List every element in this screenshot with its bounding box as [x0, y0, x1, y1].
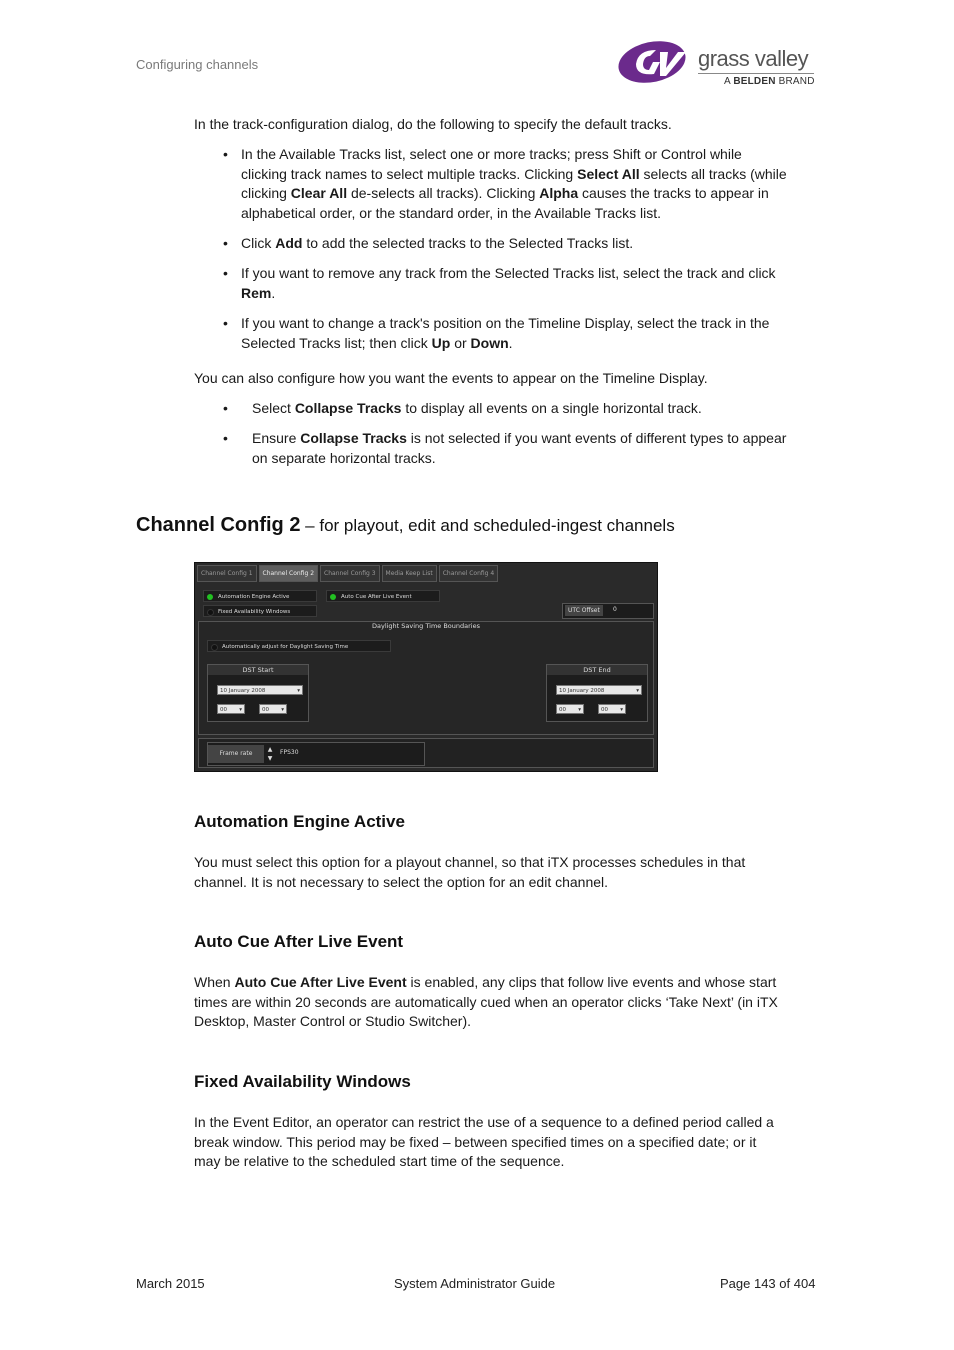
dst-start-title: DST Start [208, 665, 308, 675]
grass-valley-logo [616, 36, 816, 92]
frame-rate-value: FPS30 [280, 749, 299, 756]
subheading-fixed-availability-windows: Fixed Availability Windows [194, 1072, 411, 1091]
led-indicator [330, 594, 336, 600]
frame-rate-label: Frame rate [208, 745, 264, 763]
footer-title: System Administrator Guide [394, 1276, 556, 1291]
footer-date: March 2015 [136, 1276, 205, 1291]
bullet-dot: • [223, 146, 228, 162]
auto-cue-after-live-event-toggle[interactable]: Auto Cue After Live Event [326, 590, 440, 602]
list-item: • In the Available Tracks list, select one or more tracks; press Shift or Control while clicking track names to select multiple tracks. Clicking Select All selects all tracks (while clicking Clear All de-selects all tracks). Clicking Alpha causes the tracks to appear in alphabetical order, or the standard order, in the Available Tracks list. [223, 146, 787, 222]
tab-media-keep-list[interactable]: Media Keep List [382, 565, 437, 582]
list-item: • Select Collapse Tracks to display all events on a single horizontal track. [252, 399, 702, 419]
bullet-dot: • [223, 265, 228, 281]
bullet-dot: • [223, 315, 228, 331]
bullet-dot: • [223, 400, 228, 416]
channel-config-screenshot [194, 562, 658, 772]
intro-paragraph: In the track-configuration dialog, do the following to specify the default tracks. [194, 116, 672, 132]
tab-channel-config-2[interactable]: Channel Config 2 [259, 565, 319, 582]
logo-brand-line: A BELDEN BRAND [724, 76, 815, 87]
bullet-dot: • [223, 430, 228, 446]
running-header: Configuring channels [136, 57, 259, 72]
fixed-availability-windows-toggle[interactable]: Fixed Availability Windows [203, 605, 317, 617]
dst-end-date-picker[interactable]: 10 January 2008 ▾ [556, 685, 642, 695]
dst-end-minute-select[interactable]: 00 ▾ [598, 704, 626, 714]
chevron-down-icon: ▾ [281, 707, 284, 713]
dst-end-box [546, 664, 648, 722]
bullet-dot: • [223, 235, 228, 251]
logo-rule [698, 73, 814, 74]
frame-rate-field[interactable] [207, 742, 425, 766]
list-item: • Ensure Collapse Tracks is not selected if you want events of different types to appear on separate horizontal tracks. [223, 430, 787, 466]
grass-valley-swoosh-icon [616, 38, 696, 86]
led-indicator [207, 594, 213, 600]
subheading-auto-cue-after-live-event: Auto Cue After Live Event [194, 932, 404, 951]
config-tabs [197, 565, 500, 582]
chevron-down-icon: ▾ [620, 707, 623, 713]
chevron-down-icon: ▾ [636, 688, 639, 694]
tab-channel-config-1[interactable]: Channel Config 1 [197, 565, 257, 582]
dst-start-minute-select[interactable]: 00 ▾ [259, 704, 287, 714]
led-indicator [207, 609, 214, 616]
dst-end-hour-select[interactable]: 00 ▾ [556, 704, 584, 714]
tab-channel-config-3[interactable]: Channel Config 3 [320, 565, 380, 582]
paragraph: You can also configure how you want the events to appear on the Timeline Display. [194, 370, 708, 386]
list-item: • Click Add to add the selected tracks to the Selected Tracks list. [241, 234, 633, 254]
chevron-down-icon: ▾ [239, 707, 242, 713]
led-indicator [211, 644, 218, 651]
dst-title: Daylight Saving Time Boundaries [371, 622, 480, 630]
utc-offset-field[interactable] [562, 603, 654, 619]
dst-start-hour-select[interactable]: 00 ▾ [217, 704, 245, 714]
section-heading: Channel Config 2 – for playout, edit and scheduled-ingest channels [136, 514, 675, 536]
dst-start-date-picker[interactable]: 10 January 2008 ▾ [217, 685, 303, 695]
subheading-automation-engine-active: Automation Engine Active [194, 812, 405, 831]
utc-offset-label: UTC Offset [565, 605, 603, 616]
dst-end-title: DST End [547, 665, 647, 675]
automation-engine-active-toggle[interactable]: Automation Engine Active [203, 590, 317, 602]
paragraph: You must select this option for a playout channel, so that iTX processes schedules in that channel. It is not necessary to select the option for an edit channel. [194, 854, 746, 890]
paragraph: In the Event Editor, an operator can restrict the use of a sequence to a defined period called a break window. This period may be fixed – between specified times on a specified date; or it may be relative to the scheduled start time of the sequence. [194, 1114, 774, 1170]
frame-rate-panel [198, 738, 654, 768]
dst-boundaries-panel [198, 621, 654, 735]
tab-channel-config-4[interactable]: Channel Config 4 [439, 565, 499, 582]
chevron-down-icon: ▾ [578, 707, 581, 713]
dst-start-box [207, 664, 309, 722]
footer-page-number: Page 143 of 404 [720, 1276, 816, 1291]
chevron-down-icon: ▾ [297, 688, 300, 694]
spinner-arrows-icon[interactable]: ▲ ▼ [267, 746, 273, 762]
list-item: • If you want to remove any track from the Selected Tracks list, select the track and click Rem. [223, 265, 776, 301]
paragraph: When Auto Cue After Live Event is enabled, any clips that follow live events and whose start times are within 20 seconds are automatically cued when an operator clicks ‘Take Next’ (in iTX Desktop, Master Control or Studio Switcher). [194, 974, 778, 1030]
utc-offset-value: 0 [613, 606, 617, 613]
dst-auto-adjust-toggle[interactable]: Automatically adjust for Daylight Saving Time [207, 640, 391, 652]
list-item: • If you want to change a track's position on the Timeline Display, select the track in the Selected Tracks list; then click Up or Down. [223, 315, 770, 351]
logo-wordmark: grass valley [698, 46, 809, 71]
